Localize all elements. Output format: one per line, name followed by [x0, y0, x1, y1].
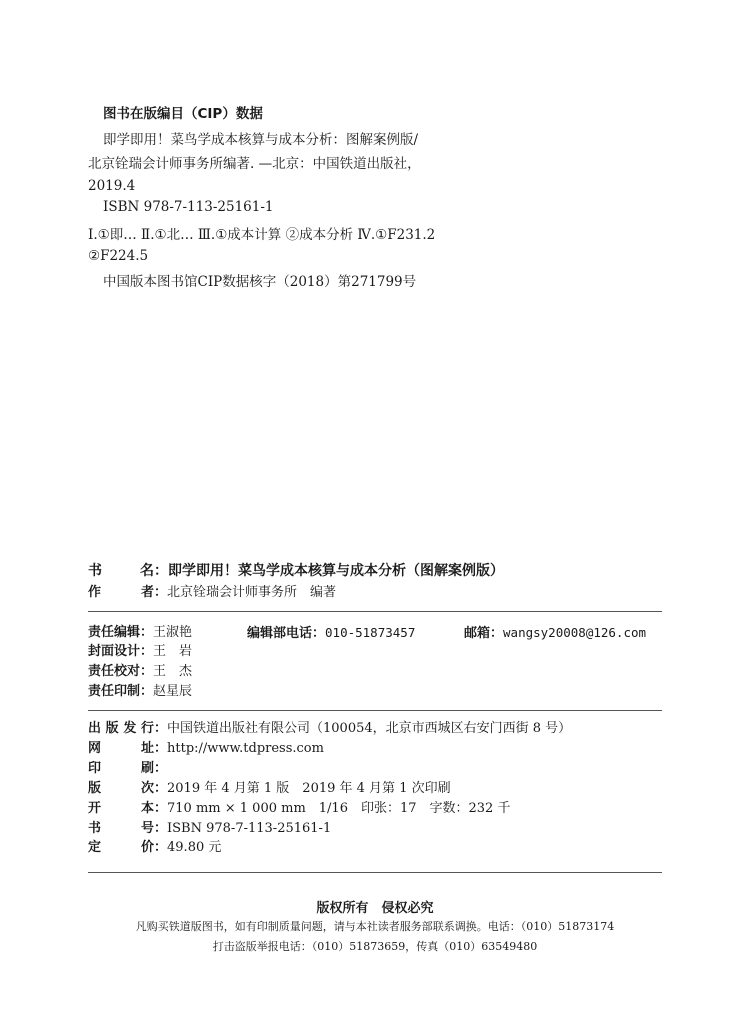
cip-author-line: 北京铨瑞会计师事务所编著. —北京：中国铁道出版社，	[88, 156, 421, 172]
responsible-editor-row: 责任编辑：王淑艳	[88, 623, 192, 643]
website-value[interactable]: http://www.tdpress.com	[167, 741, 324, 756]
price-row: 定 价：49.80 元	[88, 838, 221, 858]
book-author-label: 作 者	[88, 585, 154, 600]
printing-supervisor-label: 责任印制	[88, 684, 141, 699]
price-label: 定 价	[88, 840, 154, 855]
quality-notice: 凡购买铁道版图书，如有印制质量问题，请与本社读者服务部联系调换。电话：（010）51873174	[135, 920, 615, 933]
format-label: 开 本	[88, 801, 154, 816]
printer-row: 印 刷：	[88, 759, 167, 779]
edition-label: 版 次	[88, 781, 154, 796]
website-label: 网 址	[88, 741, 154, 756]
dept-phone-group: 编辑部电话：010-51873457	[247, 625, 416, 641]
cover-design-label: 封面设计	[88, 644, 141, 659]
format-row: 开 本：710 mm × 1 000 mm 1/16 印张：17 字数：232 千	[88, 799, 510, 819]
price-value: 49.80 元	[167, 840, 222, 855]
responsible-editor-label: 责任编辑	[88, 625, 141, 640]
publisher-row: 出版发行：中国铁道出版社有限公司（100054，北京市西城区右安门西街 8 号）	[88, 719, 571, 739]
divider-1	[88, 611, 662, 612]
cover-design-row: 封面设计：王 岩	[88, 642, 192, 662]
book-number-value: ISBN 978-7-113-25161-1	[167, 821, 332, 836]
dept-phone-label: 编辑部电话	[247, 626, 313, 641]
divider-3	[88, 872, 662, 873]
cover-design-value: 王 岩	[153, 644, 193, 659]
email-value: wangsy20008@126.com	[503, 625, 647, 640]
book-title-row: 书 名：即学即用！菜鸟学成本核算与成本分析（图解案例版）	[88, 563, 504, 579]
book-title-value: 即学即用！菜鸟学成本核算与成本分析（图解案例版）	[168, 563, 504, 579]
responsible-editor-value: 王淑艳	[153, 625, 193, 640]
edition-value: 2019 年 4 月第 1 版 2019 年 4 月第 1 次印刷	[167, 781, 451, 796]
printing-supervisor-row: 责任印制：赵星辰	[88, 682, 192, 702]
cip-heading: 图书在版编目（CIP）数据	[103, 106, 263, 122]
divider-2	[88, 710, 662, 711]
email-group: 邮箱：wangsy20008@126.com	[464, 625, 647, 641]
cip-classification-line-1: Ⅰ.①即… Ⅱ.①北… Ⅲ.①成本计算 ②成本分析 Ⅳ.①F231.2	[88, 227, 436, 243]
book-number-label: 书 号	[88, 821, 154, 836]
printer-label: 印 刷	[88, 761, 154, 776]
proofreader-row: 责任校对：王 杰	[88, 662, 192, 682]
book-title-label: 书 名	[88, 563, 154, 579]
cip-classification-line-2: ②F224.5	[88, 248, 149, 264]
publisher-label: 出版发行	[88, 721, 154, 736]
printing-supervisor-value: 赵星辰	[153, 684, 193, 699]
format-value: 710 mm × 1 000 mm 1/16 印张：17 字数：232 千	[167, 801, 511, 816]
publisher-value: 中国铁道出版社有限公司（100054，北京市西城区右安门西街 8 号）	[167, 721, 572, 736]
cip-title-line: 即学即用！菜鸟学成本核算与成本分析：图解案例版/	[103, 132, 419, 148]
rights-reserved: 版权所有 侵权必究	[316, 901, 434, 916]
cip-isbn-line: ISBN 978-7-113-25161-1	[103, 199, 274, 215]
anti-piracy-notice: 打击盗版举报电话：（010）51873659，传真（010）63549480	[212, 940, 538, 953]
book-author-value: 北京铨瑞会计师事务所 编著	[167, 585, 337, 600]
edition-row: 版 次：2019 年 4 月第 1 版 2019 年 4 月第 1 次印刷	[88, 779, 451, 799]
cip-number-line: 中国版本图书馆CIP数据核字（2018）第271799号	[103, 274, 417, 290]
book-number-row: 书 号：ISBN 978-7-113-25161-1	[88, 819, 331, 839]
book-author-row: 作 者：北京铨瑞会计师事务所 编著	[88, 583, 336, 603]
dept-phone-value: 010-51873457	[325, 625, 416, 640]
email-label: 邮箱	[464, 626, 491, 641]
website-row: 网 址：http://www.tdpress.com	[88, 739, 324, 759]
cip-date-line: 2019.4	[88, 178, 136, 194]
proofreader-value: 王 杰	[153, 664, 193, 679]
proofreader-label: 责任校对	[88, 664, 141, 679]
